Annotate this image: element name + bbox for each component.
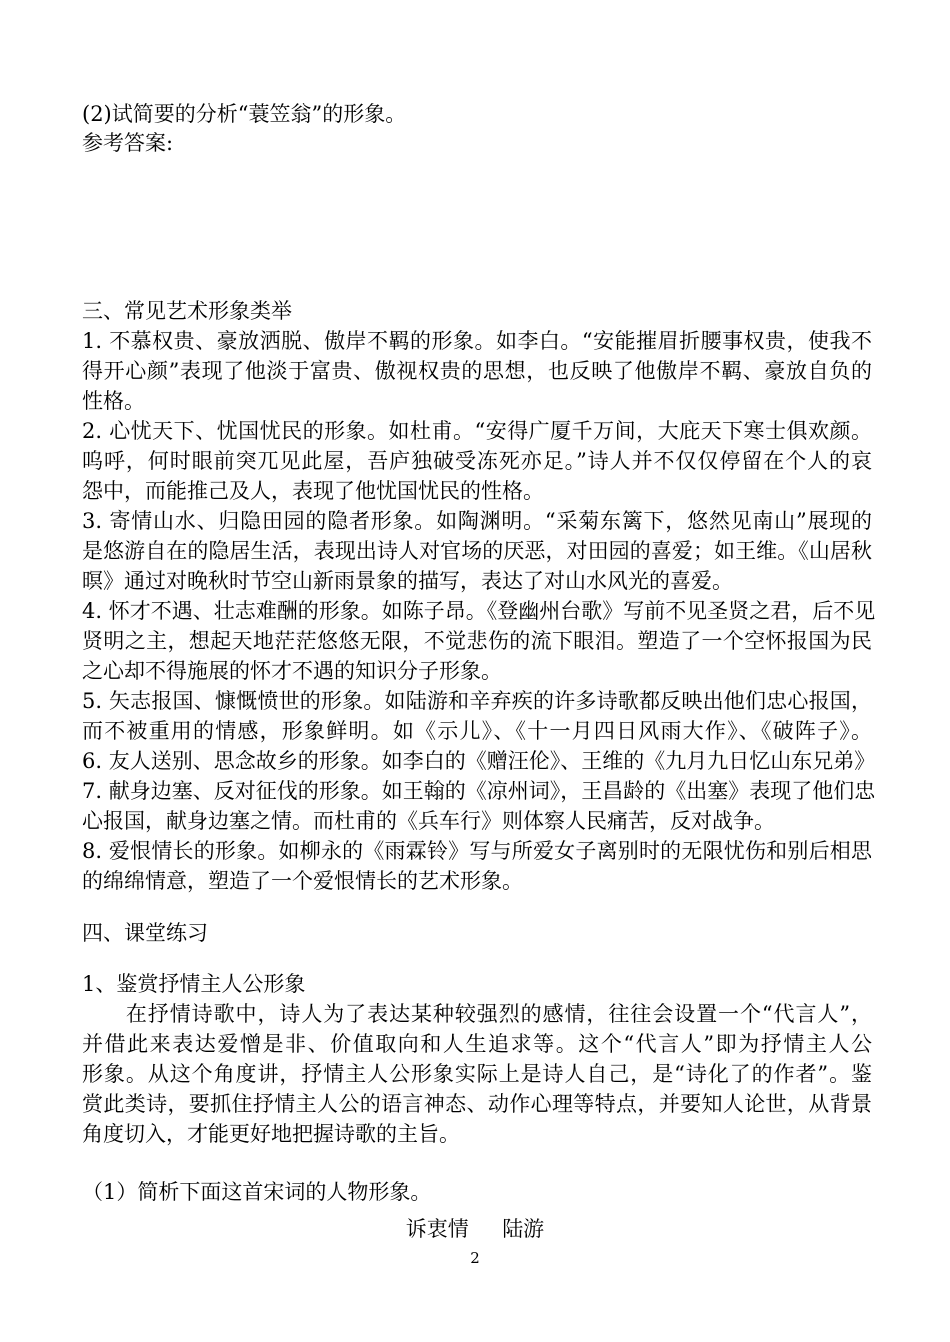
section-3-line: 1. 不慕权贵、豪放洒脱、傲岸不羁的形象。如李白。“安能摧眉折腰事权贵，使我不 xyxy=(82,329,872,353)
section-3-line: 是悠游自在的隐居生活，表现出诗人对官场的厌恶，对田园的喜爱；如王维。《山居秋 xyxy=(82,539,872,563)
section-3-line: 5. 矢志报国、慷慨愤世的形象。如陆游和辛弃疾的许多诗歌都反映出他们忠心报国， xyxy=(82,689,872,713)
poem-title: 诉衷情 xyxy=(405,1217,469,1241)
answer-label: 参考答案: xyxy=(82,131,174,155)
section-3-line: 得开心颜”表现了他淡于富贵、傲视权贵的思想，也反映了他傲岸不羁、豪放自负的 xyxy=(82,359,872,383)
paragraph-line: 在抒情诗歌中，诗人为了表达某种较强烈的感情，往往会设置一个“代言人”， xyxy=(82,1002,872,1026)
paragraph-line: 赏此类诗，要抓住抒情主人公的语言神态、动作心理等特点，并要知人论世，从背景 xyxy=(82,1092,872,1116)
page-number: 2 xyxy=(470,1249,480,1267)
paragraph-line: 角度切入，才能更好地把握诗歌的主旨。 xyxy=(82,1122,460,1146)
section-3-line: 2. 心忧天下、忧国忧民的形象。如杜甫。“安得广厦千万间，大庇天下寒士俱欢颜。 xyxy=(82,419,872,443)
poem-author: 陆游 xyxy=(502,1217,545,1241)
section-3-line: 怨中，而能推己及人，表现了他忧国忧民的性格。 xyxy=(82,479,544,503)
section-3-line: 暝》通过对晚秋时节空山新雨景象的描写，表达了对山水风光的喜爱。 xyxy=(82,569,733,593)
section-3-line: 的绵绵情意，塑造了一个爱恨情长的艺术形象。 xyxy=(82,869,523,893)
section-3-line: 而不被重用的情感，形象鲜明。如《示儿》、《十一月四日风雨大作》、《破阵子》。 xyxy=(82,719,872,743)
section-3-line: 8. 爱恨情长的形象。如柳永的《雨霖铃》写与所爱女子离别时的无限忧伤和别后相思 xyxy=(82,839,872,863)
exercise-question-1: （1）简析下面这首宋词的人物形象。 xyxy=(82,1180,432,1204)
paragraph-line: 形象。从这个角度讲，抒情主人公形象实际上是诗人自己，是“诗化了的作者”。鉴 xyxy=(82,1062,872,1086)
poem-heading xyxy=(0,1214,950,1244)
question-2: (2)试简要的分析“蓑笠翁”的形象。 xyxy=(82,102,407,126)
section-3-line: 之心却不得施展的怀才不遇的知识分子形象。 xyxy=(82,659,502,683)
section-3-line: 贤明之主，想起天地茫茫悠悠无限，不觉悲伤的流下眼泪。塑造了一个空怀报国为民 xyxy=(82,629,872,653)
section-3-line: 6. 友人送别、思念故乡的形象。如李白的《赠汪伦》、王维的《九月九日忆山东兄弟》 xyxy=(82,749,876,773)
section-3-line: 4. 怀才不遇、壮志难酬的形象。如陈子昂。《登幽州台歌》写前不见圣贤之君，后不见 xyxy=(82,599,876,623)
section-3-heading: 三、常见艺术形象类举 xyxy=(82,299,292,323)
paragraph-line: 并借此来表达爱憎是非、价值取向和人生追求等。这个“代言人”即为抒情主人公 xyxy=(82,1032,872,1056)
section-4-subheading: 1、鉴赏抒情主人公形象 xyxy=(82,972,306,996)
section-3-line: 心报国，献身边塞之情。而杜甫的《兵车行》则体察人民痛苦，反对战争。 xyxy=(82,809,775,833)
section-4-heading: 四、课堂练习 xyxy=(82,921,208,945)
section-3-line: 7. 献身边塞、反对征伐的形象。如王翰的《凉州词》，王昌龄的《出塞》表现了他们忠 xyxy=(82,779,876,803)
section-3-line: 3. 寄情山水、归隐田园的隐者形象。如陶渊明。“采菊东篱下，悠然见南山”展现的 xyxy=(82,509,872,533)
section-3-line: 性格。 xyxy=(82,389,145,413)
section-3-line: 呜呼，何时眼前突兀见此屋，吾庐独破受冻死亦足。”诗人并不仅仅停留在个人的哀 xyxy=(82,449,872,473)
